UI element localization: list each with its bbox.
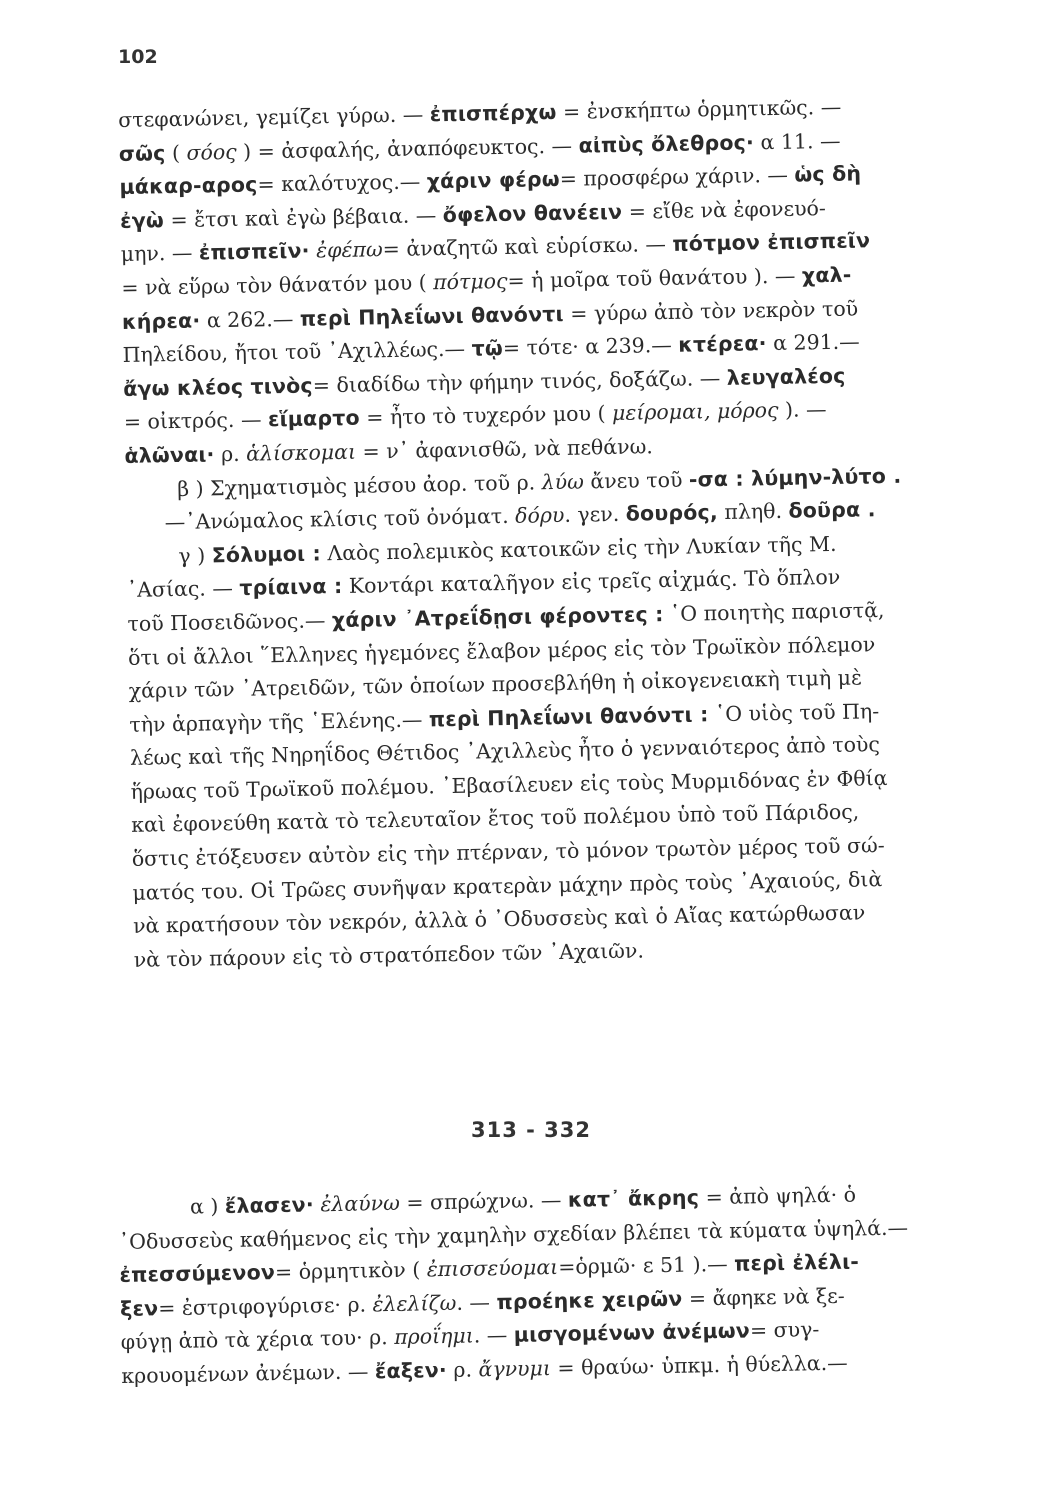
text-line: σῶς ( σόος ) = ἀσφαλής, ἀναπόφευκτος. — αἰπὺς ὄλεθρος· α 11. — bbox=[118, 128, 841, 166]
text-line: μάκαρ-αρος= καλότυχος.— χάριν φέρω= προσφέρω χάριν. — ὡς δὴ bbox=[119, 161, 862, 200]
text-line: = νὰ εὕρω τὸν θάνατόν μου ( πότμος= ἡ μοῖρα τοῦ θανάτου ). — χαλ- bbox=[121, 262, 852, 300]
text-line: κήρεα· α 262.— περὶ Πηλεΐωνι θανόντι = γύρω ἀπὸ τὸν νεκρὸν τοῦ bbox=[121, 296, 859, 334]
text-line: τοῦ Ποσειδῶνος.— χάριν ᾿Ατρεΐδῃσι φέροντες : ῾Ο ποιητὴς παριστᾷ, bbox=[127, 597, 885, 636]
text-line: χάριν τῶν ᾿Ατρειδῶν, τῶν ὁποίων προσεβλήθη ἡ οἰκογενειακὴ τιμὴ μὲ bbox=[128, 665, 863, 703]
text-line: καὶ ἐφονεύθη κατὰ τὸ τελευταῖον ἔτος τοῦ πολέμου ὑπὸ τοῦ Πάριδος, bbox=[131, 800, 860, 838]
text-line: Πηλείδου, ἤτοι τοῦ ᾿Αχιλλέως.— τῷ= τότε· α 239.— κτέρεα· α 291.— bbox=[122, 329, 860, 368]
text-line: ὅτι οἱ ἄλλοι ῞Ελληνες ἡγεμόνες ἔλαβον μέρος εἰς τὸν Τρωϊκὸν πόλεμον bbox=[127, 631, 876, 670]
text-line: ἄγω κλέος τινὸς= διαδίδω τὴν φήμην τινός, δοξάζω. — λευγαλέος bbox=[122, 363, 846, 401]
text-line: ἐγὼ = ἔτσι καὶ ἐγὼ βέβαια. — ὄφελον θανέειν = εἴθε νὰ ἐφονευό- bbox=[119, 195, 827, 233]
text-line: β ) Σχηματισμὸς μέσου ἀορ. τοῦ ρ. λύω ἄνευ τοῦ -σα : λύμην-λύτο . bbox=[124, 463, 902, 502]
text-line: —᾿Ανώμαλος κλίσις τοῦ ὀνόματ. δόρυ. γεν. δουρός, πληθ. δοῦρα . bbox=[125, 497, 876, 536]
text-line: λέως καὶ τῆς Νηρηΐδος Θέτιδος ᾿Αχιλλεὺς ἦτο ὁ γενναιότερος ἀπὸ τοὺς bbox=[129, 732, 881, 771]
text-line: α ) ἔλασεν· ἐλαύνω = σπρώχνω. — κατ᾿ ἄκρης = ἀπὸ ψηλά· ὁ bbox=[118, 1182, 857, 1220]
text-line: ἥρωας τοῦ Τρωϊκοῦ πολέμου. ᾿Εβασίλευεν εἰς τοὺς Μυρμιδόνας ἐν Φθίᾳ bbox=[130, 765, 888, 804]
text-line: ξεν= ἐστριφογύρισε· ρ. ἐλελίζω. — προέηκε χειρῶν = ἄφηκε νὰ ξε- bbox=[119, 1283, 845, 1321]
text-line: φύγῃ ἀπὸ τὰ χέρια του· ρ. προΐημι. — μισγομένων ἀνέμων= συγ- bbox=[120, 1317, 820, 1355]
text-line: ᾿Ασίας. — τρίαινα : Κοντάρι καταλῆγον εἰς τρεῖς αἰχμάς. Τὸ ὅπλον bbox=[126, 565, 841, 603]
text-line: ἐπεσσύμενον= ὁρμητικὸν ( ἐπισσεύομαι=ὁρμῶ· ε 51 ).— περὶ ἐλέλι- bbox=[119, 1249, 860, 1288]
page-number: 102 bbox=[118, 46, 158, 68]
section-heading: 313 - 332 bbox=[470, 1118, 591, 1142]
text-line: νὰ κρατήσουν τὸν νεκρόν, ἀλλὰ ὁ ᾿Οδυσσεὺς καὶ ὁ Αἴας κατώρθωσαν bbox=[132, 900, 866, 939]
text-line: νὰ τὸν πάρουν εἰς τὸ στρατόπεδον τῶν ᾿Αχαιῶν. bbox=[133, 938, 645, 972]
text-line: μην. — ἐπισπεῖν· ἐφέπω= ἀναζητῶ καὶ εὑρίσκω. — πότμον ἐπισπεῖν bbox=[120, 228, 871, 267]
text-line: ματός του. Οἱ Τρῶες συνῆψαν κρατερὰν μάχην πρὸς τοὺς ᾿Αχαιούς, διὰ bbox=[132, 866, 883, 905]
text-line: στεφανώνει, γεμίζει γύρω. — ἐπισπέρχω = ἐνσκήπτω ὁρμητικῶς. — bbox=[118, 94, 842, 132]
text-line: τὴν ἁρπαγὴν τῆς ῾Ελένης.— περὶ Πηλεΐωνι θανόντι : ῾Ο υἱὸς τοῦ Πη- bbox=[129, 698, 880, 737]
commentary-text-upper bbox=[118, 88, 1034, 978]
text-line: γ ) Σόλυμοι : Λαὸς πολεμικὸς κατοικῶν εἰς τὴν Λυκίαν τῆς Μ. bbox=[126, 531, 837, 569]
text-line: = οἰκτρός. — εἵμαρτο = ἦτο τὸ τυχερόν μου ( μείρομαι, μόρος ). — bbox=[123, 397, 827, 435]
text-line: κρουομένων ἀνέμων. — ἔαξεν· ρ. ἄγνυμι = θραύω· ὑπκμ. ἡ θύελλα.— bbox=[121, 1350, 848, 1388]
commentary-text-lower bbox=[118, 1176, 1022, 1394]
text-line: ᾿Οδυσσεὺς καθήμενος εἰς τὴν χαμηλὴν σχεδίαν βλέπει τὰ κύματα ὑψηλά.— bbox=[118, 1215, 909, 1254]
text-line: ἁλῶναι· ρ. ἁλίσκομαι = ν᾿ ἀφανισθῶ, νὰ πεθάνω. bbox=[124, 434, 654, 468]
text-line: ὅστις ἐτόξευσεν αὐτὸν εἰς τὴν πτέρναν, τὸ μόνον τρωτὸν μέρος τοῦ σώ- bbox=[131, 833, 885, 871]
